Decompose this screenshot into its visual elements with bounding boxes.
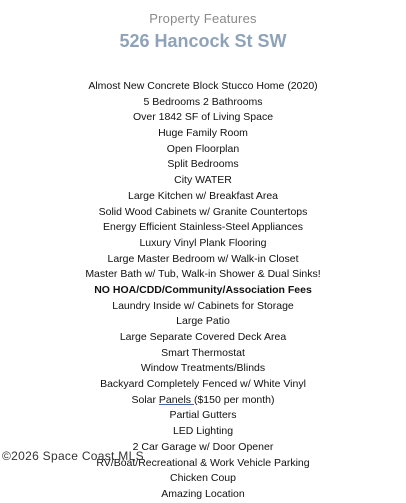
feature-item-solar: [0, 393, 406, 409]
feature-list: [0, 79, 406, 503]
feature-item: Smart Thermostat: [161, 346, 245, 359]
feature-item: Partial Gutters: [169, 409, 237, 422]
solar-panels-underlined: Panels: [158, 393, 194, 406]
feature-item: Luxury Vinyl Plank Flooring: [139, 236, 267, 249]
feature-item: Split Bedrooms: [167, 158, 239, 171]
feature-item: Over 1842 SF of Living Space: [132, 111, 274, 124]
mls-copyright-watermark: ©2026 Space Coast MLS: [2, 449, 144, 463]
feature-item: Almost New Concrete Block Stucco Home (2020): [88, 80, 318, 92]
feature-item: Master Bath w/ Tub, Walk-in Shower & Dual Sinks!: [85, 268, 321, 281]
feature-item: Chicken Coup: [170, 472, 236, 485]
feature-item: Large Separate Covered Deck Area: [119, 331, 287, 343]
feature-item: Window Treatments/Blinds: [140, 362, 266, 375]
feature-item: City WATER: [174, 174, 232, 187]
feature-item-no-hoa: NO HOA/CDD/Community/Association Fees: [94, 283, 312, 296]
feature-item: Laundry Inside w/ Cabinets for Storage: [112, 299, 294, 312]
feature-item: Backyard Completely Fenced w/ White Vinyl: [100, 378, 306, 391]
feature-item: LED Lighting: [172, 425, 234, 438]
solar-suffix: ($150 per month): [193, 393, 275, 406]
feature-item: Energy Efficient Stainless-Steel Appliances: [102, 221, 303, 234]
feature-item: Solid Wood Cabinets w/ Granite Countertops: [98, 205, 308, 218]
feature-item: RV/Boat/Recreational & Work Vehicle Parking: [96, 456, 310, 469]
feature-item: 5 Bedrooms 2 Bathrooms: [143, 95, 263, 108]
solar-prefix: Solar: [131, 393, 159, 406]
feature-item: Large Kitchen w/ Breakfast Area: [128, 189, 278, 202]
document-subtitle: Property Features: [149, 11, 257, 26]
feature-item: Amazing Location: [161, 487, 245, 500]
feature-item: Open Floorplan: [166, 142, 240, 155]
property-address-title: 526 Hancock St SW: [119, 31, 287, 51]
feature-item: 2 Car Garage w/ Door Opener: [132, 440, 274, 453]
feature-item: Huge Family Room: [158, 127, 248, 140]
feature-item: Large Patio: [176, 315, 230, 328]
feature-item: Large Master Bedroom w/ Walk-in Closet: [107, 252, 299, 265]
